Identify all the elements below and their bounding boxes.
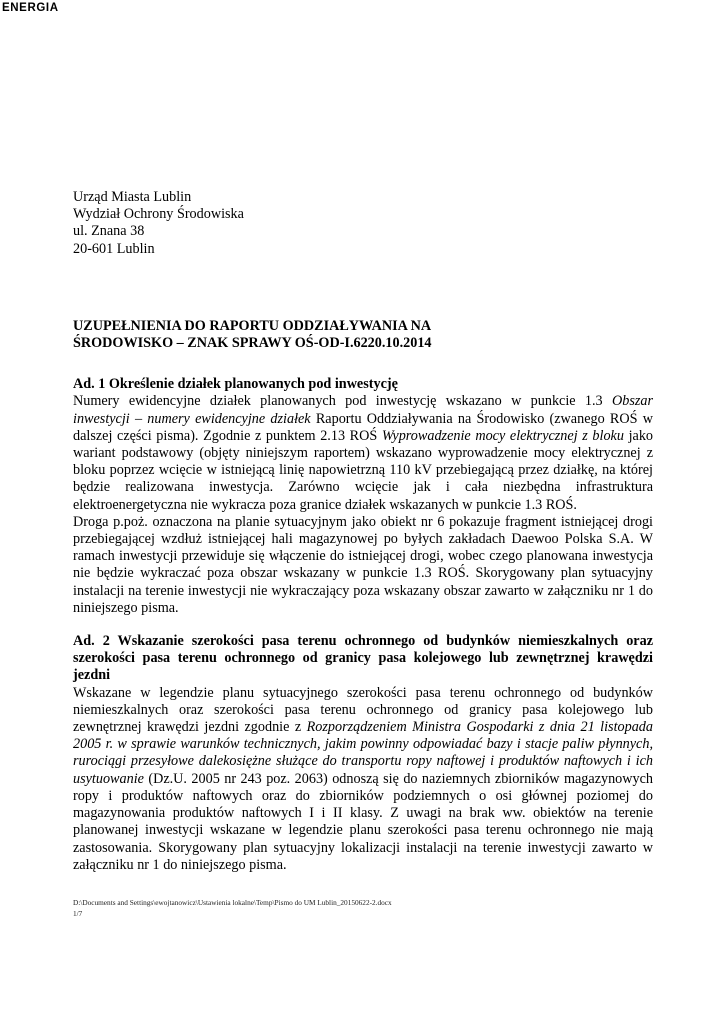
footer-file-path: D:\Documents and Settings\ewojtanowicz\Ustawienia lokalne\Temp\Pismo do UM Lublin_20150622-2.docx [73,898,392,907]
section-2-paragraph-1 [73,685,653,874]
section-2-p1-text-c: (Dz.U. 2005 nr 243 poz. 2063) odnoszą się do naziemnych zbiorników magazynowych ropy i produktów naftowych oraz do zbiorników podziemnych o osi głównej poziomej do magazynowania produktów naftowych I i II klasy. Z uwagi na brak ww. obiektów na terenie planowanej inwestycji wskazane w legendzie planu szerokości pasa terenu ochronnego nie mają zastosowania. Skorygowany plan sytuacyjny lokalizacji instalacji na terenie inwestycji zawarto w załączniku nr 1 do niniejszego pisma. [73,770,653,873]
brand-logo: ENERGIA [2,2,59,14]
address-line-city: 20-601 Lublin [73,240,155,257]
section-2-heading: Ad. 2 Wskazanie szerokości pasa terenu ochronnego od budynków niemieszkalnych oraz szerokości pasa terenu ochronnego od granicy pasa kolejowego lub zewnętrznej krawędzi jezdni [73,633,653,684]
address-line-office: Urząd Miasta Lublin [73,189,192,205]
section-1-p1-italic-b: Obszar inwestycji – numery ewidencyjne działek [73,393,653,427]
document-title-line-2: ŚRODOWISKO – ZNAK SPRAWY OŚ-OD-I.6220.10.2014 [73,335,432,352]
section-1-heading: Ad. 1 Określenie działek planowanych pod inwestycję [73,376,398,393]
section-1 [73,376,653,617]
address-line-street: ul. Znana 38 [73,223,145,240]
section-1-p1-text-e: jako wariant podstawowy (objęty niniejszym raportem) wskazano wyprowadzenie mocy elektrycznej z bloku poprzez wcięcie w istniejącą linię napowietrzną 110 kV przebiegającą przez działkę, na której będzie realizowana inwestycja. Zarówno wcięcie jak i cała niezbędna infrastruktura elektroenergetyczna nie wykracza poza granice działek wskazanych w punkcie 1.3 ROŚ. [73,427,654,513]
section-1-p1-text-a: Numery ewidencyjne działek planowanych pod inwestycję wskazano w punkcie 1.3 [73,393,612,410]
document-page [73,189,653,874]
page-footer [73,897,392,919]
section-1-paragraph-1 [73,393,653,513]
footer-page-number: 1/7 [73,909,83,918]
section-1-paragraph-2: Droga p.poż. oznaczona na planie sytuacyjnym jako obiekt nr 6 pokazuje fragment istniejącej drogi przebiegającej wzdłuż istniejącej hali magazynowej po byłych zakładach Daewoo Polska S.A. W ramach inwestycji przewiduje się włączenie do istniejącej drogi, wobec czego planowana inwestycja nie będzie wykraczać poza obszar wskazany w punkcie 1.3 ROŚ. Skorygowany plan sytuacyjny instalacji na terenie inwestycji nie wykraczający poza wskazany obszar zawarto w załączniku nr 1 do niniejszego pisma. [73,513,653,616]
document-title [73,318,653,352]
recipient-address [73,189,653,258]
section-2 [73,633,653,874]
section-2-p1-text-a: Wskazane w legendzie planu sytuacyjnego szerokości pasa terenu ochronnego od budynków niemieszkalnych oraz szerokości pasa terenu ochronnego od granicy pasa kolejowego lub zewnętrznej krawędzi jezdni zgodnie z [73,684,653,736]
section-2-p1-italic-b: Rozporządzeniem Ministra Gospodarki z dnia 21 listopada 2005 r. w sprawie warunków technicznych, jakim powinny odpowiadać bazy i stacje paliw płynnych, rurociągi przesyłowe dalekosiężne służące do transportu ropy naftowej i produktów naftowych i ich usytuowanie [73,719,653,787]
section-1-p1-italic-d: Wyprowadzenie mocy elektrycznej z bloku [381,427,624,444]
address-line-department: Wydział Ochrony Środowiska [73,206,244,223]
section-1-p1-text-c: Raportu Oddziaływania na Środowisko (zwanego ROŚ w dalszej części pisma). Zgodnie z punktem 2.13 ROŚ [73,410,653,444]
document-title-line-1: UZUPEŁNIENIA DO RAPORTU ODDZIAŁYWANIA NA [73,317,432,334]
